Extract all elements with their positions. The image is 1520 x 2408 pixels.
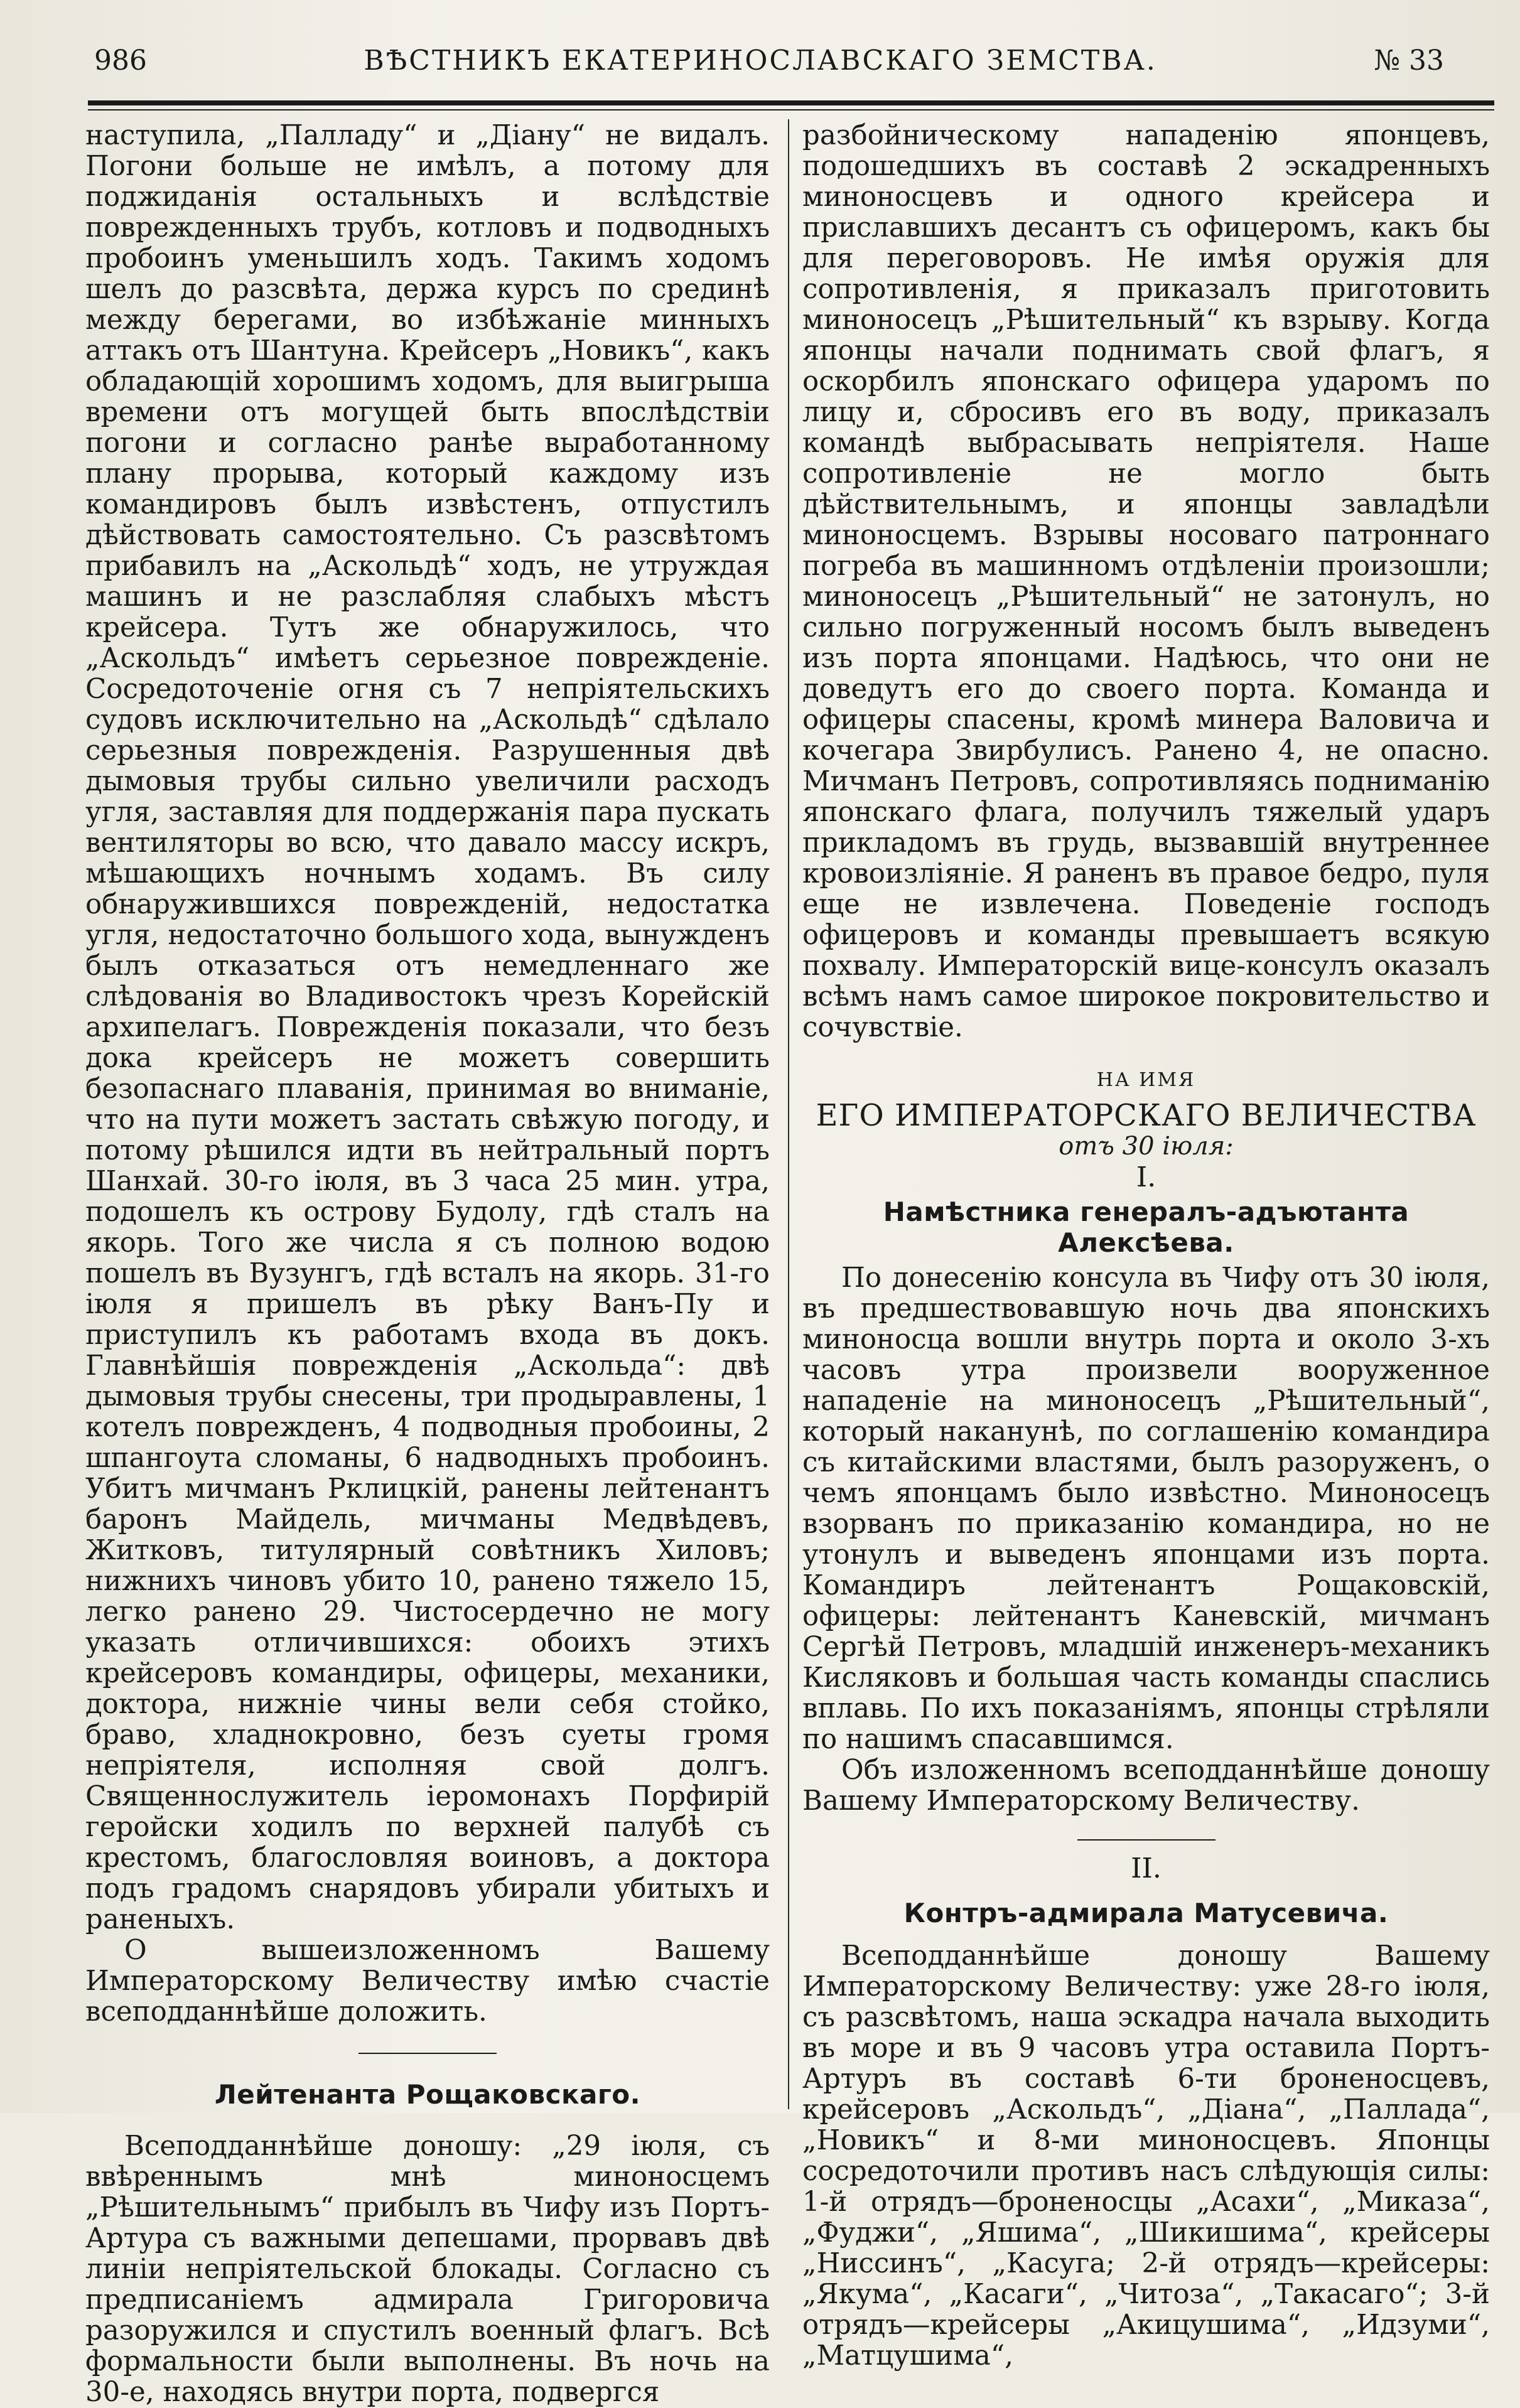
section-heading-matusevich: Контръ-адмирала Матусевича. — [903, 1898, 1389, 1928]
date-line: отъ 30 іюля: — [1059, 1132, 1234, 1161]
left-paragraph-3: Всеподданнѣйше доношу: „29 іюля, съ ввѣреннымъ мнѣ миноносцемъ „Рѣшительнымъ“ прибылъ въ Чифу изъ Портъ-Артура съ важными депешами, прорвавъ двѣ линіи непріятельской блокады. Согласно съ предписаніемъ адмирала Григоровича разоружился и спустилъ военный флагъ. Всѣ формальности были выполнены. Въ ночь на 30-е, находясь внутри порта, подвергся — [85, 2131, 770, 2408]
left-column — [85, 121, 770, 2408]
header-rule-thick — [88, 100, 1494, 105]
roman-numeral-1: I. — [1136, 1161, 1156, 1193]
majesty-title: ЕГО ИМПЕРАТОРСКАГО ВЕЛИЧЕСТВА — [816, 1098, 1477, 1133]
left-paragraph-1: наступила, „Палладу“ и „Діану“ не видалъ. Погони больше не имѣлъ, а потому для поджиданія остальныхъ и вслѣдствіе поврежденныхъ трубъ, котловъ и подводныхъ пробоинъ уменьшилъ ходъ. Такимъ ходомъ шелъ до разсвѣта, держа курсъ по срединѣ между берегами, во избѣжаніе минныхъ аттакъ отъ Шантуна. Крейсеръ „Новикъ“, какъ обладающій хорошимъ ходомъ, для выигрыша времени отъ могущей быть впослѣдствіи погони и согласно ранѣе выработанному плану прорыва, который каждому изъ командировъ былъ извѣстенъ, отпустилъ дѣйствовать самостоятельно. Съ разсвѣтомъ прибавилъ на „Аскольдѣ“ ходъ, не утруждая машинъ и не разслабляя слабыхъ мѣстъ крейсера. Тутъ же обнаружилось, что „Аскольдъ“ имѣетъ серьезное поврежденіе. Сосредоточеніе огня съ 7 непріятельскихъ судовъ исключительно на „Аскольдѣ“ сдѣлало серьезныя поврежденія. Разрушенныя двѣ дымовыя трубы сильно увеличили расходъ угля, заставляя для поддержанія пара пускать вентиляторы во всю, что давало массу искръ, мѣшающихъ ночнымъ ходамъ. Въ силу обнаружившихся поврежденій, недостатка угля, недостаточно большого хода, вынужденъ былъ отказаться отъ немедленнаго же слѣдованія во Владивостокъ чрезъ Корейскій архипелагъ. Поврежденія показали, что безъ дока крейсеръ не можетъ совершить безопаснаго плаванія, принимая во вниманіе, что на пути можетъ застать свѣжую погоду, и потому рѣшился идти въ нейтральный портъ Шанхай. 30-го іюля, въ 3 часа 25 мин. утра, подошелъ къ острову Будолу, гдѣ сталъ на якорь. Того же числа я съ полною водою пошелъ въ Вузунгъ, гдѣ всталъ на якорь. 31-го іюля я пришелъ въ рѣку Ванъ-Пу и приступилъ къ работамъ входа въ докъ. Главнѣйшія поврежденія „Аскольда“: двѣ дымовыя трубы снесены, три продыравлены, 1 котелъ поврежденъ, 4 подводныя пробоины, 2 шпангоута сломаны, 6 надводныхъ пробоинъ. Убитъ мичманъ Рклицкій, ранены лейтенантъ баронъ Майдель, мичманы Медвѣдевъ, Житковъ, титулярный совѣтникъ Хиловъ; нижнихъ чиновъ убито 10, ранено тяжело 15, легко ранено 29. Чистосердечно не могу указать отличившихся: обоихъ этихъ крейсеровъ командиры, офицеры, механики, доктора, нижніе чины вели себя стойко, браво, хладнокровно, безъ суеты громя непріятеля, исполняя свой долгъ. Священнослужитель іеромонахъ Порфирій геройски ходилъ по верхней палубѣ съ крестомъ, благословляя воиновъ, а доктора подъ градомъ снарядовъ убирали убитыхъ и раненыхъ. — [85, 120, 770, 1935]
page-header — [94, 35, 1444, 85]
right-paragraph-1: разбойническому нападенію японцевъ, подошедшихъ въ составѣ 2 эскадренныхъ миноносцевъ и одного крейсера и приславшихъ десантъ съ офицеромъ, какъ бы для переговоровъ. Не имѣя оружія для сопротивленія, я приказалъ приготовить миноносецъ „Рѣшительный“ къ взрыву. Когда японцы начали поднимать свой флагъ, я оскорбилъ японскаго офицера ударомъ по лицу и, сбросивъ его въ воду, приказалъ командѣ выбрасывать непріятеля. Наше сопротивленіе не могло быть дѣйствительнымъ, и японцы завладѣли миноносцемъ. Взрывы носоваго патроннаго погреба въ машинномъ отдѣленіи произошли; миноносецъ „Рѣшительный“ не затонулъ, но сильно погруженный носомъ былъ выведенъ изъ порта японцами. Надѣюсь, что они не доведутъ его до своего порта. Команда и офицеры спасены, кромѣ минера Валовича и кочегара Звирбулисъ. Ранено 4, не опасно. Мичманъ Петровъ, сопротивляясь подниманію японскаго флага, получилъ тяжелый ударъ прикладомъ въ грудь, вызвавшій внутреннее кровоизліяніе. Я раненъ въ правое бедро, пуля еще не извлечена. Поведеніе господъ офицеровъ и команды превышаетъ всякую похвалу. Императорскій вице-консулъ оказалъ всѣмъ намъ самое широкое покровительство и сочувствіе. — [802, 120, 1490, 1043]
header-rule-thin — [88, 109, 1494, 110]
right-paragraph-3: Объ изложенномъ всеподданнѣйше доношу Вашему Императорскому Величеству. — [802, 1755, 1490, 1817]
column-divider — [788, 119, 789, 2109]
right-paragraph-4: Всеподданнѣйше доношу Вашему Императорскому Величеству: уже 28-го іюля, съ разсвѣтомъ, наша эскадра начала выходить въ море и въ 9 часовъ утра оставила Портъ-Артуръ въ составѣ 6-ти броненосцевъ, крейсеровъ „Аскольдъ“, „Діана“, „Паллада“, „Новикъ“ и 8-ми миноносцевъ. Японцы сосредоточили противъ насъ слѣдующія силы: 1-й отрядъ—броненосцы „Асахи“, „Миказа“, „Фуджи“, „Яшима“, „Шикишима“, крейсеры „Ниссинъ“, „Касуга; 2-й отрядъ—крейсеры: „Якума“, „Касаги“, „Читоза“, „Такасаго“; 3-й отрядъ—крейсеры „Акицушима“, „Идзуми“, „Матцушима“, — [802, 1940, 1490, 2372]
section-separator-2 — [1077, 1839, 1215, 1841]
journal-title: ВѢСТНИКЪ ЕКАТЕРИНОСЛАВСКАГО ЗЕМСТВА. — [364, 44, 1157, 77]
na-imya-line: НА ИМЯ — [1096, 1069, 1196, 1091]
page-number: 986 — [94, 44, 147, 77]
left-paragraph-2: О вышеизложенномъ Вашему Императорскому Величеству имѣю счастіе всеподданнѣйше доложить. — [85, 1935, 770, 2028]
roman-numeral-2: II. — [1131, 1852, 1162, 1884]
section-heading-alekseev: Намѣстника генералъ-адъютанта Алексѣева. — [883, 1196, 1410, 1258]
section-separator — [358, 2053, 497, 2054]
right-paragraph-2: По донесенію консула въ Чифу отъ 30 іюля, въ предшествовавшую ночь два японскихъ миноносца вошли внутрь порта и около 3-хъ часовъ утра произвели вооруженное нападеніе на миноносецъ „Рѣшительный“, который наканунѣ, по соглашенію командира съ китайскими властями, былъ разоруженъ, о чемъ японцамъ было извѣстно. Миноносецъ взорванъ по приказанію командира, но не утонулъ и выведенъ японцами изъ порта. Командиръ лейтенантъ Рощаковскій, офицеры: лейтенантъ Каневскій, мичманъ Сергѣй Петровъ, младшій инженеръ-механикъ Кисляковъ и большая часть команды спаслись вплавь. По ихъ показаніямъ, японцы стрѣляли по нашимъ спасавшимся. — [802, 1262, 1490, 1755]
issue-number: № 33 — [1374, 44, 1444, 77]
section-heading-roshchakovsky: Лейтенанта Рощаковскаго. — [214, 2079, 641, 2110]
right-column — [802, 121, 1490, 2372]
